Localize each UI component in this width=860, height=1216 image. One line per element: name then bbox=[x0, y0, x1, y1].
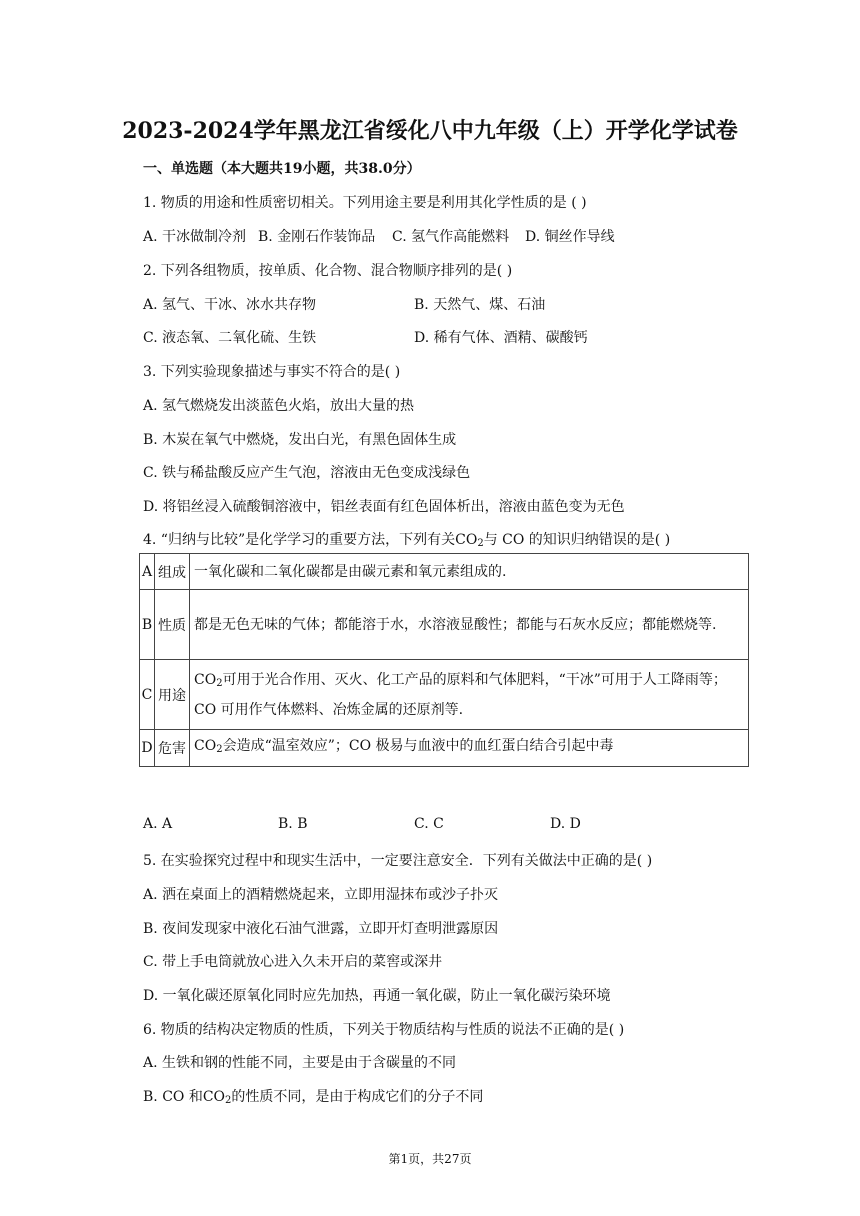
question-4-option-d: D. D bbox=[550, 816, 581, 832]
question-4-option-c: C. C bbox=[414, 816, 444, 832]
question-4-stem bbox=[143, 529, 670, 549]
row-category: 组成 bbox=[155, 554, 190, 590]
row-letter: A bbox=[140, 554, 155, 590]
row-content: 一氧化碳和二氧化碳都是由碳元素和氧元素组成的. bbox=[190, 554, 749, 590]
question-5-option-d: D. 一氧化碳还原氧化同时应先加热，再通一氧化碳，防止一氧化碳污染环境 bbox=[143, 988, 611, 1004]
question-6-option-a: A. 生铁和钢的性能不同，主要是由于含碳量的不同 bbox=[143, 1055, 457, 1071]
knowledge-table bbox=[139, 553, 749, 767]
section-heading: 一、单选题（本大题共19小题，共38.0分） bbox=[143, 161, 421, 177]
question-5-option-b: B. 夜间发现家中液化石油气泄露，立即开灯查明泄露原因 bbox=[143, 921, 499, 937]
question-3-stem: 3. 下列实验现象描述与事实不符合的是( ) bbox=[143, 364, 401, 380]
row-category: 性质 bbox=[155, 590, 190, 660]
table-row bbox=[140, 554, 749, 590]
row-letter: D bbox=[140, 730, 155, 767]
table-row bbox=[140, 660, 749, 730]
question-2-stem: 2. 下列各组物质，按单质、化合物、混合物顺序排列的是( ) bbox=[143, 263, 513, 279]
question-3-option-a: A. 氢气燃烧发出淡蓝色火焰，放出大量的热 bbox=[143, 398, 415, 414]
question-1-option-a: A. 干冰做制冷剂 bbox=[143, 229, 247, 245]
table-row bbox=[140, 730, 749, 767]
table-row bbox=[140, 590, 749, 660]
question-6-stem: 6. 物质的结构决定物质的性质，下列关于物质结构与性质的说法不正确的是( ) bbox=[143, 1022, 625, 1038]
question-2-option-c: C. 液态氧、二氧化硫、生铁 bbox=[143, 330, 317, 346]
question-2-option-d: D. 稀有气体、酒精、碳酸钙 bbox=[414, 330, 588, 346]
page-title: 2023-2024学年黑龙江省绥化八中九年级（上）开学化学试卷 bbox=[122, 118, 738, 144]
question-4-option-b: B. B bbox=[278, 816, 308, 832]
co2-formula: $CO_2$ bbox=[194, 671, 223, 689]
page-footer: 第1页，共27页 bbox=[388, 1152, 472, 1166]
row-content: $CO_2$会造成“温室效应”；CO 极易与血液中的血红蛋白结合引起中毒 bbox=[190, 730, 749, 767]
question-5-stem: 5. 在实验探究过程中和现实生活中，一定要注意安全．下列有关做法中正确的是( ) bbox=[143, 853, 653, 869]
question-4-option-a: A. A bbox=[143, 816, 173, 832]
question-1-option-c: C. 氢气作高能燃料 bbox=[392, 229, 510, 245]
row-category: 危害 bbox=[155, 730, 190, 767]
question-2-option-a: A. 氢气、干冰、冰水共存物 bbox=[143, 297, 317, 313]
question-3-option-c: C. 铁与稀盐酸反应产生气泡，溶液由无色变成浅绿色 bbox=[143, 465, 471, 481]
row-category: 用途 bbox=[155, 660, 190, 730]
question-2-option-b: B. 天然气、煤、石油 bbox=[414, 297, 546, 313]
co2-formula: $CO_2$ bbox=[194, 738, 223, 755]
question-6-option-b: B. CO 和$CO_2$的性质不同，是由于构成它们的分子不同 bbox=[143, 1089, 484, 1106]
question-4-stem-pre: 4. “归纳与比较”是化学学习的重要方法，下列有关 bbox=[143, 532, 456, 548]
co2-formula: $CO_2$ bbox=[455, 532, 484, 549]
question-5-option-a: A. 洒在桌面上的酒精燃烧起来，立即用湿抹布或沙子扑灭 bbox=[143, 887, 499, 903]
row-content: $CO_2$可用于光合作用、灭火、化工产品的原料和气体肥料，“干冰”可用于人工降雨等；CO 可用作气体燃料、冶炼金属的还原剂等. bbox=[190, 660, 749, 730]
question-4-stem-post: 与 CO 的知识归纳错误的是( ) bbox=[483, 532, 671, 548]
question-1-option-d: D. 铜丝作导线 bbox=[525, 229, 615, 245]
question-5-option-c: C. 带上手电筒就放心进入久未开启的菜窖或深井 bbox=[143, 954, 443, 970]
question-3-option-d: D. 将铝丝浸入硫酸铜溶液中，铝丝表面有红色固体析出，溶液由蓝色变为无色 bbox=[143, 499, 625, 515]
row-letter: B bbox=[140, 590, 155, 660]
co2-formula: $CO_2$ bbox=[202, 1089, 232, 1106]
question-1-stem: 1. 物质的用途和性质密切相关。下列用途主要是利用其化学性质的是 ( ) bbox=[143, 195, 587, 211]
question-3-option-b: B. 木炭在氧气中燃烧，发出白光，有黑色固体生成 bbox=[143, 432, 457, 448]
row-content: 都是无色无味的气体；都能溶于水，水溶液显酸性；都能与石灰水反应；都能燃烧等. bbox=[190, 590, 749, 660]
question-1-option-b: B. 金刚石作装饰品 bbox=[258, 229, 376, 245]
row-letter: C bbox=[140, 660, 155, 730]
